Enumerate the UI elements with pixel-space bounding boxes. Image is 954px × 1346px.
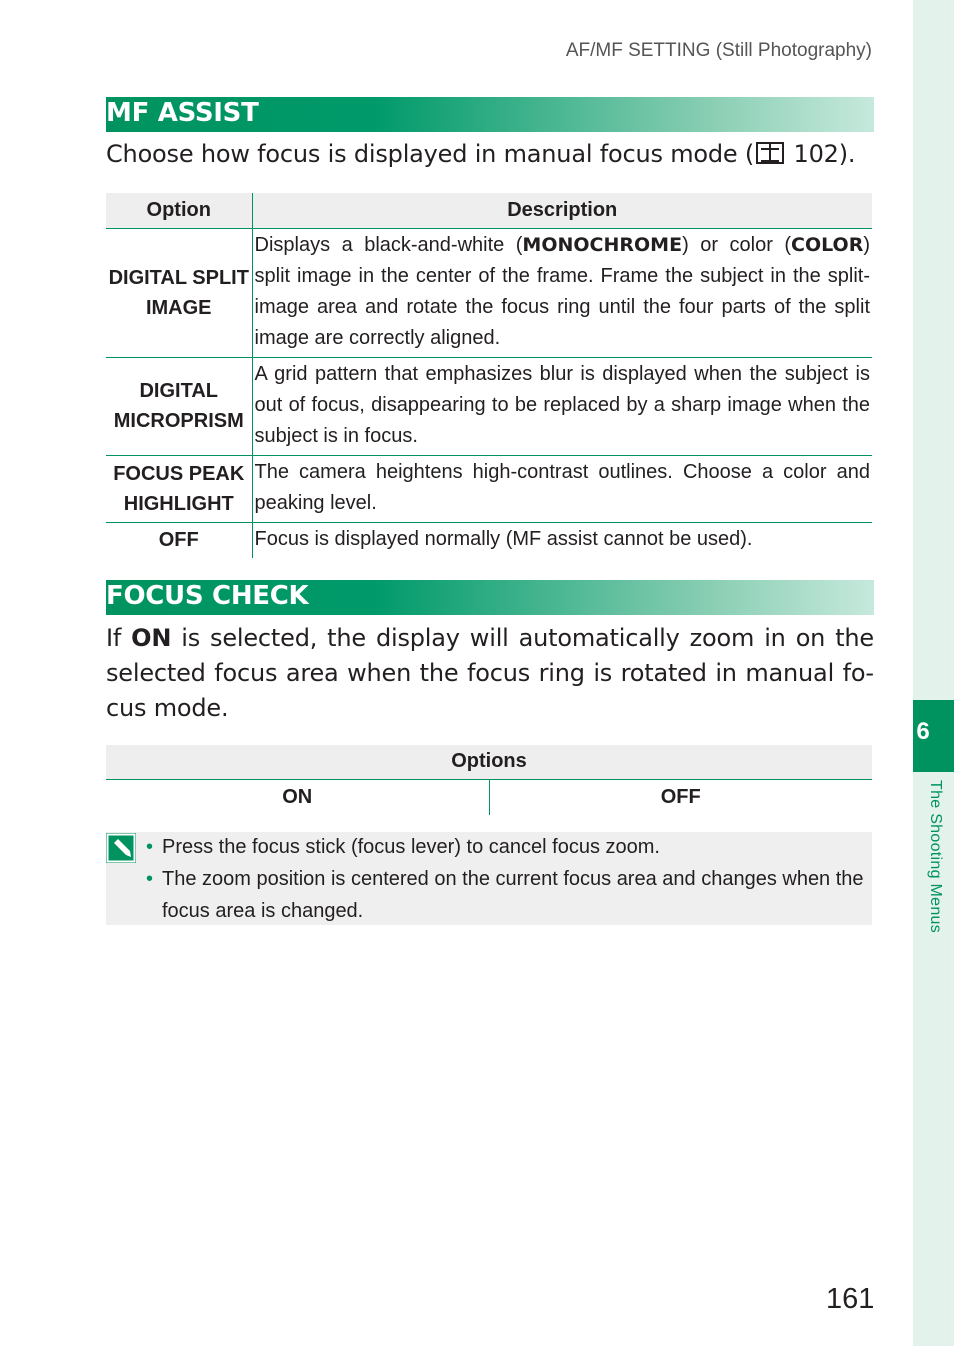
- section-heading-label: MF ASSIST: [106, 98, 259, 128]
- book-reference-icon: [756, 142, 784, 164]
- option-cell: [106, 357, 252, 455]
- table-row: [106, 455, 872, 522]
- desc-text: ) split image in the center of the frame. Frame the subject in the split-image area and rotate the focus ring until the four parts of the split image are correctly aligned.: [254, 233, 870, 349]
- option-label: DIGITAL MICROPRISM: [113, 380, 244, 432]
- option-cell: [106, 522, 252, 558]
- page-reference-link[interactable]: 102).: [793, 140, 856, 168]
- chapter-label-text: The Shooting Menus: [927, 780, 944, 934]
- option-label: FOCUS PEAK HIGHLIGHT: [113, 462, 245, 515]
- option-off: OFF: [660, 785, 701, 808]
- table-header-row: [106, 745, 872, 779]
- list-item: • The zoom position is centered on the current focus area and changes when the focus area is changed.: [146, 863, 870, 927]
- desc-text: Displays a black-and-white (: [254, 233, 523, 256]
- section-heading-label: FOCUS CHECK: [106, 581, 309, 611]
- section-heading-focus-check: [106, 580, 874, 615]
- note-list: [146, 831, 870, 927]
- chapter-label: [926, 780, 946, 980]
- focus-check-options-table: [106, 745, 872, 815]
- running-header: AF/MF SETTING (Still Photography): [565, 40, 872, 61]
- intro-text: is selected, the display will automatically zoom in on the selected focus area when the focus ring is rotated in manual focus mode.: [106, 624, 874, 722]
- table-row: [106, 357, 872, 455]
- column-header-options: Options: [106, 745, 872, 779]
- mf-assist-table: [106, 193, 872, 558]
- section-heading-mf-assist: [106, 97, 874, 132]
- table-row: [106, 779, 872, 815]
- option-cell: [106, 455, 252, 522]
- description-cell: A grid pattern that emphasizes blur is displayed when the subject is out of focus, disappearing to be replaced by a sharp image when the subject is in focus.: [252, 357, 872, 455]
- option-label: DIGITAL SPLIT IMAGE: [108, 266, 249, 319]
- intro-text: If: [106, 624, 132, 652]
- column-header-description: Description: [252, 193, 872, 228]
- note-box: [106, 832, 872, 925]
- description-cell: The camera heightens high-contrast outlines. Choose a color and peaking level.: [252, 455, 872, 522]
- column-header-option: Option: [106, 193, 252, 228]
- description-cell: [252, 228, 872, 357]
- desc-bold-monochrome: MONOCHROME: [522, 233, 683, 256]
- page-number: 161: [826, 1283, 875, 1315]
- table-row: [106, 228, 872, 357]
- desc-text: ) or color (: [682, 233, 792, 256]
- table-header-row: [106, 193, 872, 228]
- chapter-tab[interactable]: [913, 700, 954, 772]
- desc-bold-color: COLOR: [791, 233, 864, 256]
- option-on: ON: [106, 779, 489, 815]
- intro-bold-on: ON: [131, 624, 172, 652]
- chapter-side-strip: [913, 0, 954, 1346]
- focus-check-intro: [106, 621, 874, 726]
- pencil-note-icon: [106, 833, 136, 863]
- table-row: [106, 522, 872, 558]
- option-label: OFF: [158, 529, 199, 551]
- intro-text: Choose how focus is displayed in manual focus mode (: [106, 140, 755, 168]
- option-cell: [106, 228, 252, 357]
- list-item: • Press the focus stick (focus lever) to cancel focus zoom.: [146, 831, 870, 863]
- mf-assist-intro: [106, 140, 874, 168]
- chapter-number: 6: [916, 718, 930, 745]
- description-cell: Focus is displayed normally (MF assist cannot be used).: [254, 527, 753, 550]
